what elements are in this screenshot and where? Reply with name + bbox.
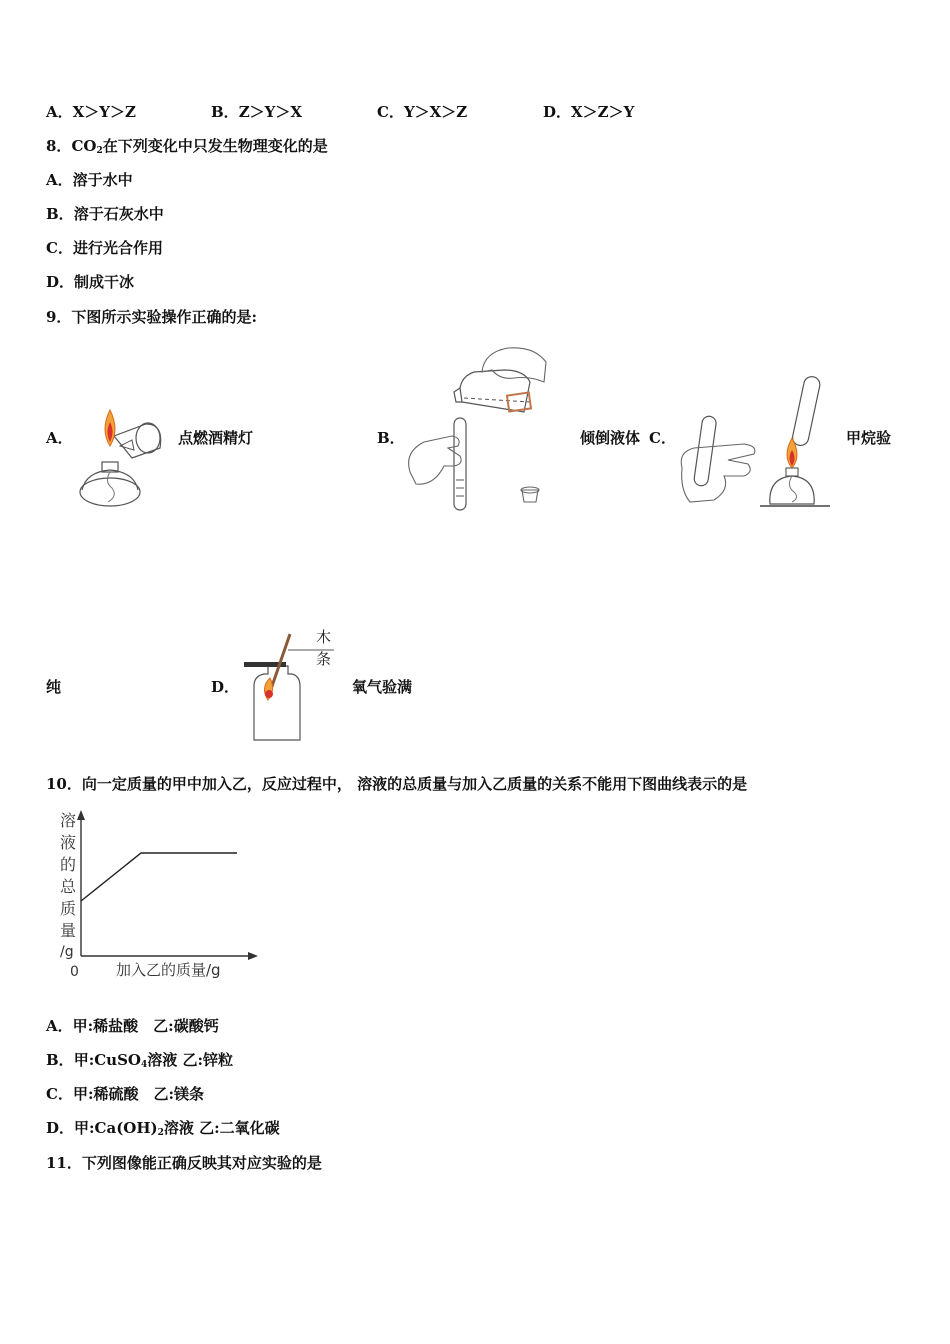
alcohol-lamp-lighting-figure — [74, 406, 174, 514]
q9-stem: 9．下图所示实验操作正确的是: — [46, 308, 257, 326]
y-label-char: 液 — [60, 833, 77, 852]
q8-option-d: D．制成干冰 — [46, 273, 135, 291]
q9-option-c-label-cont: 纯 — [46, 678, 62, 696]
q9-option-d-letter: D． — [211, 678, 240, 696]
q10-option-a: A．甲:稀盐酸 乙:碳酸钙 — [46, 1017, 219, 1035]
q7-option-c: C．Y＞X＞Z — [377, 103, 468, 121]
x-axis-arrow — [248, 952, 258, 960]
y-label-char: 总 — [60, 877, 77, 896]
oxygen-full-test-figure — [238, 622, 338, 746]
q9-option-d-label: 氧气验满 — [352, 678, 413, 696]
origin-label: 0 — [70, 964, 79, 980]
q7-option-d: D．X＞Z＞Y — [543, 103, 635, 121]
q10-option-d: D．甲$:Ca(OH)_2$溶液 乙:二氧化碳 — [46, 1119, 280, 1138]
q8-option-a: A．溶于水中 — [46, 171, 133, 189]
q10-option-c: C．甲:稀硫酸 乙:镁条 — [46, 1085, 205, 1103]
q8-stem: 8．$CO_2$在下列变化中只发生物理变化的是 — [46, 137, 328, 156]
q10-stem: 10．向一定质量的甲中加入乙，反应过程中， 溶液的总质量与加入乙质量的关系不能用下图曲线表示的是 — [46, 775, 748, 793]
q9-option-b-label: 倾倒液体 — [580, 429, 641, 447]
q10-option-b: B．甲:CuSO$_4$溶液 乙:锌粒 — [46, 1051, 233, 1070]
y-label-unit: /g — [60, 944, 74, 960]
q7-option-a: A．X＞Y＞Z — [46, 103, 136, 121]
methane-purity-test-figure — [674, 372, 834, 512]
y-label-char: 质 — [60, 899, 77, 918]
pouring-liquid-figure — [404, 342, 554, 514]
splint-label-tiao: 条 — [316, 650, 332, 668]
q9-option-c-label: 甲烷验 — [846, 429, 892, 447]
q7-option-b: B．Z＞Y＞X — [211, 103, 302, 121]
q9-option-a-label: 点燃酒精灯 — [178, 429, 254, 447]
y-axis-arrow — [77, 810, 85, 820]
y-label-char: 量 — [60, 921, 77, 940]
x-axis-label: 加入乙的质量/g — [116, 961, 221, 979]
q9-option-b-letter: B． — [377, 429, 405, 447]
q9-option-a-letter: A． — [46, 429, 73, 447]
q10-chart — [50, 806, 270, 986]
series-line — [81, 853, 237, 901]
q11-stem: 11．下列图像能正确反映其对应实验的是 — [46, 1154, 322, 1172]
q8-option-b: B．溶于石灰水中 — [46, 205, 164, 223]
q8-option-c: C．进行光合作用 — [46, 239, 163, 257]
splint-label-mu: 木 — [316, 628, 332, 646]
y-label-char: 溶 — [60, 811, 77, 830]
q9-option-c-letter: C． — [649, 429, 676, 447]
y-label-char: 的 — [60, 855, 77, 874]
